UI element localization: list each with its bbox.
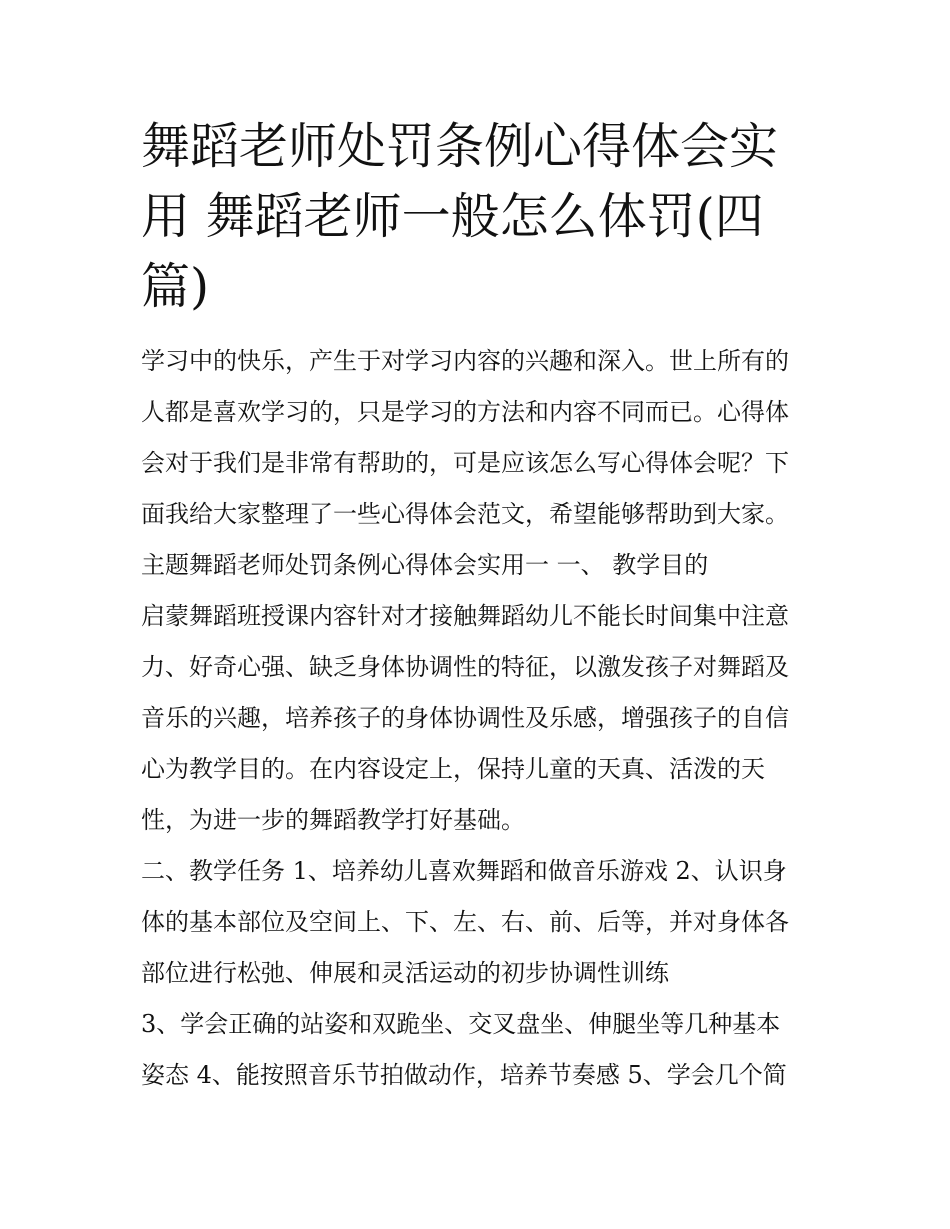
body-line: 体的基本部位及空间上、下、左、右、前、后等，并对身体各	[141, 908, 789, 936]
body-line: 二、教学任务 1、培养幼儿喜欢舞蹈和做音乐游戏 2、认识身	[141, 857, 787, 885]
document-title	[141, 112, 821, 322]
document-body	[141, 336, 821, 1101]
body-line: 3、学会正确的站姿和双跪坐、交叉盘坐、伸腿坐等几种基本	[141, 1010, 781, 1038]
body-line: 力、好奇心强、缺乏身体协调性的特征，以激发孩子对舞蹈及	[141, 653, 789, 681]
body-line: 姿态 4、能按照音乐节拍做动作，培养节奏感 5、学会几个简	[141, 1061, 787, 1089]
title-line: 用 舞蹈老师一般怎么体罚(四	[141, 188, 764, 245]
title-line: 篇)	[141, 258, 210, 315]
document-content	[141, 112, 821, 1101]
body-line: 会对于我们是非常有帮助的，可是应该怎么写心得体会呢？下	[141, 449, 789, 477]
body-line: 主题舞蹈老师处罚条例心得体会实用一 一、 教学目的	[141, 551, 709, 579]
body-line: 人都是喜欢学习的，只是学习的方法和内容不同而已。心得体	[141, 398, 789, 426]
body-line: 性，为进一步的舞蹈教学打好基础。	[141, 806, 525, 834]
body-line: 面我给大家整理了一些心得体会范文，希望能够帮助到大家。	[141, 500, 789, 528]
title-line: 舞蹈老师处罚条例心得体会实	[141, 118, 779, 175]
body-line: 部位进行松弛、伸展和灵活运动的初步协调性训练	[141, 959, 669, 987]
body-line: 启蒙舞蹈班授课内容针对才接触舞蹈幼儿不能长时间集中注意	[141, 602, 789, 630]
body-line: 音乐的兴趣，培养孩子的身体协调性及乐感，增强孩子的自信	[141, 704, 789, 732]
body-line: 学习中的快乐，产生于对学习内容的兴趣和深入。世上所有的	[141, 347, 789, 375]
body-line: 心为教学目的。在内容设定上，保持儿童的天真、活泼的天	[141, 755, 765, 783]
